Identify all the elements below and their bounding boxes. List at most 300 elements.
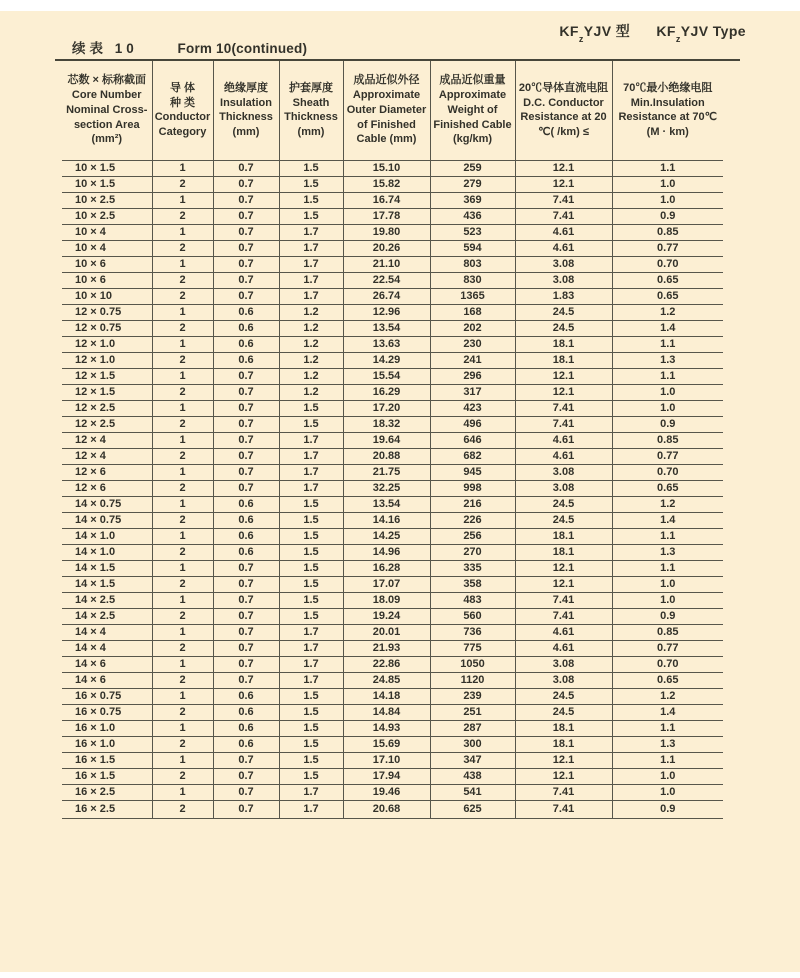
cell: 16 × 1.5 [62, 752, 152, 768]
header-line: Approximate [352, 89, 421, 102]
cell: 1.5 [279, 688, 343, 704]
cell: 12 × 4 [62, 432, 152, 448]
cell: 16 × 1.0 [62, 720, 152, 736]
table-row [62, 240, 723, 256]
table-row [62, 800, 723, 818]
cell: 2 [152, 416, 213, 432]
cable-type-cn: $KF_zYJV$ 型 [559, 23, 631, 44]
table-row [62, 720, 723, 736]
column-header [515, 61, 612, 160]
cell: 830 [430, 272, 515, 288]
cell: 3.08 [515, 656, 612, 672]
table-row [62, 384, 723, 400]
cell: 7.41 [515, 208, 612, 224]
header-line: (mm) [297, 125, 325, 138]
cell: 10 × 2.5 [62, 192, 152, 208]
cell: 0.7 [213, 480, 279, 496]
cell: 0.7 [213, 608, 279, 624]
cell: 1.2 [279, 304, 343, 320]
cell: 230 [430, 336, 515, 352]
cell: 0.6 [213, 304, 279, 320]
header-line: D.C. Conductor [523, 96, 604, 109]
cell: 12.1 [515, 576, 612, 592]
table-row [62, 352, 723, 368]
cell: 1.7 [279, 800, 343, 818]
cell: 10 × 10 [62, 288, 152, 304]
table-row [62, 784, 723, 800]
cell: 2 [152, 544, 213, 560]
table-row [62, 496, 723, 512]
header-line: section Area [73, 118, 140, 131]
cell: 1.7 [279, 480, 343, 496]
cell: 2 [152, 704, 213, 720]
cell: 287 [430, 720, 515, 736]
cell: 1.2 [279, 384, 343, 400]
cell: 1 [152, 752, 213, 768]
cell: 19.64 [343, 432, 430, 448]
table-row [62, 448, 723, 464]
cell: 0.7 [213, 672, 279, 688]
cell: 296 [430, 368, 515, 384]
table-row [62, 160, 723, 176]
cell: 775 [430, 640, 515, 656]
cell: 12.1 [515, 384, 612, 400]
cell: 16 × 0.75 [62, 688, 152, 704]
cell: 2 [152, 768, 213, 784]
cell: 12 × 6 [62, 464, 152, 480]
table-row [62, 544, 723, 560]
header-line: (M · km) [646, 125, 689, 138]
cell: 12 × 6 [62, 480, 152, 496]
cell: 2 [152, 448, 213, 464]
cell: 1.7 [279, 464, 343, 480]
cell: 0.7 [213, 432, 279, 448]
cell: 24.5 [515, 688, 612, 704]
cell: 1 [152, 432, 213, 448]
cell: 1.2 [279, 352, 343, 368]
cell: 1.5 [279, 752, 343, 768]
cell: 1.3 [612, 736, 723, 752]
cell: 0.70 [612, 256, 723, 272]
cell: 1.7 [279, 672, 343, 688]
cell: 17.94 [343, 768, 430, 784]
column-header [213, 61, 279, 160]
cell: 0.7 [213, 464, 279, 480]
cell: 2 [152, 288, 213, 304]
header-row [62, 61, 723, 160]
cell: 18.1 [515, 736, 612, 752]
cell: 18.1 [515, 720, 612, 736]
cell: 1.7 [279, 656, 343, 672]
cell: 0.7 [213, 240, 279, 256]
cell: 12.1 [515, 160, 612, 176]
header-line: Thickness [219, 111, 273, 124]
cell: 24.5 [515, 496, 612, 512]
cell: 10 × 4 [62, 240, 152, 256]
cell: 1.3 [612, 352, 723, 368]
cell: 1.5 [279, 576, 343, 592]
cable-spec-table [62, 61, 723, 819]
cell: 15.54 [343, 368, 430, 384]
table-row [62, 752, 723, 768]
cell: 1.0 [612, 192, 723, 208]
cell: 3.08 [515, 272, 612, 288]
cell: 2 [152, 608, 213, 624]
cell: 0.7 [213, 192, 279, 208]
cell: 1.0 [612, 592, 723, 608]
cell: 12.1 [515, 176, 612, 192]
cell: 1.5 [279, 176, 343, 192]
cell: 24.85 [343, 672, 430, 688]
column-header [430, 61, 515, 160]
cell: 1 [152, 688, 213, 704]
cell: 3.08 [515, 464, 612, 480]
header-line: 绝缘厚度 [224, 81, 268, 94]
cell: 998 [430, 480, 515, 496]
cell: 14.18 [343, 688, 430, 704]
header-line: ℃( /km) ≤ [538, 125, 589, 138]
cell: 14 × 2.5 [62, 592, 152, 608]
header-line: 20℃导体直流电阻 [518, 81, 609, 94]
cell: 0.7 [213, 656, 279, 672]
cell: 0.7 [213, 752, 279, 768]
cell: 1.5 [279, 208, 343, 224]
cell: 1 [152, 784, 213, 800]
cell: 1.7 [279, 432, 343, 448]
table-row [62, 640, 723, 656]
cell: 1 [152, 592, 213, 608]
cell: 1.7 [279, 224, 343, 240]
cell: 17.78 [343, 208, 430, 224]
cell: 0.85 [612, 432, 723, 448]
cell: 0.7 [213, 176, 279, 192]
header-line: Outer Diameter [346, 103, 427, 116]
column-header [612, 61, 723, 160]
cell: 1.7 [279, 448, 343, 464]
cell: 594 [430, 240, 515, 256]
table-row [62, 464, 723, 480]
table-row [62, 272, 723, 288]
table-row [62, 320, 723, 336]
cell: 20.26 [343, 240, 430, 256]
cell: 16.29 [343, 384, 430, 400]
cell: 7.41 [515, 800, 612, 818]
cell: 12 × 1.5 [62, 384, 152, 400]
cell: 1.0 [612, 400, 723, 416]
cell: 1 [152, 720, 213, 736]
cell: 0.7 [213, 624, 279, 640]
cell: 10 × 6 [62, 256, 152, 272]
cell: 438 [430, 768, 515, 784]
cable-type-en: $KF_zYJV$ Type [656, 23, 746, 44]
cell: 226 [430, 512, 515, 528]
cell: 803 [430, 256, 515, 272]
cell: 14 × 0.75 [62, 512, 152, 528]
cell: 13.63 [343, 336, 430, 352]
header-line: Nominal Cross- [66, 103, 148, 116]
header-line: Core Number [71, 89, 142, 102]
cell: 4.61 [515, 240, 612, 256]
column-header [62, 61, 152, 160]
cell: 0.7 [213, 368, 279, 384]
cable-type-heading [559, 21, 746, 42]
cell: 12 × 1.0 [62, 336, 152, 352]
cell: 14 × 1.5 [62, 576, 152, 592]
cell: 14.16 [343, 512, 430, 528]
column-header [343, 61, 430, 160]
header-line: 导 体 [169, 81, 196, 94]
cell: 0.7 [213, 768, 279, 784]
cell: 1.5 [279, 512, 343, 528]
cell: 2 [152, 240, 213, 256]
cell: 14 × 4 [62, 640, 152, 656]
table-row [62, 416, 723, 432]
header-line: (kg/km) [452, 133, 493, 146]
cell: 1 [152, 528, 213, 544]
cell: 24.5 [515, 320, 612, 336]
cell: 24.5 [515, 304, 612, 320]
table-row [62, 432, 723, 448]
cell: 14.84 [343, 704, 430, 720]
cell: 1365 [430, 288, 515, 304]
table-row [62, 288, 723, 304]
cell: 1120 [430, 672, 515, 688]
cell: 2 [152, 176, 213, 192]
cell: 1 [152, 160, 213, 176]
cell: 1.0 [612, 384, 723, 400]
cell: 1.0 [612, 576, 723, 592]
cell: 1.2 [612, 496, 723, 512]
cell: 1.1 [612, 560, 723, 576]
table-row [62, 688, 723, 704]
cell: 16 × 1.0 [62, 736, 152, 752]
cell: 1 [152, 304, 213, 320]
cell: 1.2 [279, 368, 343, 384]
document-page [0, 11, 800, 972]
cell: 0.77 [612, 640, 723, 656]
cell: 18.1 [515, 544, 612, 560]
cell: 14 × 1.0 [62, 544, 152, 560]
cell: 1 [152, 336, 213, 352]
cell: 1.5 [279, 608, 343, 624]
cell: 1.4 [612, 512, 723, 528]
cell: 14.96 [343, 544, 430, 560]
cell: 20.01 [343, 624, 430, 640]
table-row [62, 624, 723, 640]
header-line: Sheath [292, 96, 330, 109]
cell: 1 [152, 496, 213, 512]
table-row [62, 224, 723, 240]
cell: 1.0 [612, 176, 723, 192]
cell: 1.7 [279, 784, 343, 800]
cell: 1.2 [612, 304, 723, 320]
cell: 1 [152, 464, 213, 480]
cell: 0.6 [213, 528, 279, 544]
cell: 256 [430, 528, 515, 544]
cell: 3.08 [515, 256, 612, 272]
cell: 14 × 0.75 [62, 496, 152, 512]
cell: 0.6 [213, 720, 279, 736]
header-line: Resistance at 70℃ [618, 111, 718, 124]
cell: 300 [430, 736, 515, 752]
cell: 0.6 [213, 688, 279, 704]
cell: 10 × 4 [62, 224, 152, 240]
table-row [62, 480, 723, 496]
cell: 10 × 2.5 [62, 208, 152, 224]
cell: 19.80 [343, 224, 430, 240]
cell: 15.10 [343, 160, 430, 176]
cell: 1.1 [612, 720, 723, 736]
cell: 1.3 [612, 544, 723, 560]
cell: 0.7 [213, 208, 279, 224]
header-line: Weight of [447, 103, 498, 116]
cell: 0.6 [213, 336, 279, 352]
cell: 0.6 [213, 704, 279, 720]
cell: 0.7 [213, 400, 279, 416]
cell: 15.69 [343, 736, 430, 752]
cell: 7.41 [515, 416, 612, 432]
table-row [62, 256, 723, 272]
cell: 270 [430, 544, 515, 560]
cell: 10 × 6 [62, 272, 152, 288]
cell: 1.5 [279, 496, 343, 512]
cell: 1.7 [279, 624, 343, 640]
header-line: Cable (mm) [356, 133, 417, 146]
cell: 1.5 [279, 704, 343, 720]
cell: 1.0 [612, 768, 723, 784]
cell: 7.41 [515, 592, 612, 608]
header-line: 成品近似外径 [353, 74, 420, 87]
cell: 18.1 [515, 336, 612, 352]
cell: 2 [152, 736, 213, 752]
cell: 19.46 [343, 784, 430, 800]
table-row [62, 736, 723, 752]
cell: 1 [152, 560, 213, 576]
cell: 14 × 4 [62, 624, 152, 640]
cell: 0.7 [213, 384, 279, 400]
cell: 945 [430, 464, 515, 480]
table-row [62, 528, 723, 544]
column-header [279, 61, 343, 160]
cell: 2 [152, 320, 213, 336]
cell: 12.96 [343, 304, 430, 320]
column-header [152, 61, 213, 160]
cell: 1050 [430, 656, 515, 672]
cell: 239 [430, 688, 515, 704]
cell: 682 [430, 448, 515, 464]
cell: 2 [152, 512, 213, 528]
cell: 18.09 [343, 592, 430, 608]
cell: 0.7 [213, 592, 279, 608]
cell: 12 × 4 [62, 448, 152, 464]
cell: 12 × 2.5 [62, 400, 152, 416]
cell: 21.75 [343, 464, 430, 480]
table-row [62, 592, 723, 608]
cell: 1.5 [279, 592, 343, 608]
cell: 18.32 [343, 416, 430, 432]
cell: 1.7 [279, 240, 343, 256]
cell: 12 × 1.0 [62, 352, 152, 368]
cell: 335 [430, 560, 515, 576]
cell: 7.41 [515, 400, 612, 416]
cell: 202 [430, 320, 515, 336]
cell: 0.85 [612, 624, 723, 640]
cell: 7.41 [515, 784, 612, 800]
cell: 16 × 0.75 [62, 704, 152, 720]
cell: 0.77 [612, 448, 723, 464]
cell: 12.1 [515, 752, 612, 768]
cell: 1 [152, 224, 213, 240]
cell: 16.28 [343, 560, 430, 576]
table-row [62, 768, 723, 784]
cell: 18.1 [515, 528, 612, 544]
cell: 14.93 [343, 720, 430, 736]
cell: 1 [152, 192, 213, 208]
cell: 12.1 [515, 368, 612, 384]
cell: 1.1 [612, 160, 723, 176]
cell: 20.88 [343, 448, 430, 464]
cell: 1.2 [279, 320, 343, 336]
table-row [62, 208, 723, 224]
cell: 216 [430, 496, 515, 512]
header-line: Conductor [154, 111, 211, 124]
cell: 2 [152, 352, 213, 368]
cell: 1 [152, 656, 213, 672]
cell: 0.6 [213, 496, 279, 512]
cell: 0.70 [612, 656, 723, 672]
cell: 0.9 [612, 608, 723, 624]
cell: 646 [430, 432, 515, 448]
header-line: Min.Insulation [630, 96, 705, 109]
cell: 0.70 [612, 464, 723, 480]
header-line: 护套厚度 [289, 81, 333, 94]
cell: 541 [430, 784, 515, 800]
table-row [62, 656, 723, 672]
cell: 2 [152, 672, 213, 688]
table-row [62, 672, 723, 688]
cell: 14 × 1.5 [62, 560, 152, 576]
cell: 1.1 [612, 752, 723, 768]
header-line: Category [158, 125, 207, 138]
cell: 24.5 [515, 704, 612, 720]
cell: 22.54 [343, 272, 430, 288]
cell: 317 [430, 384, 515, 400]
cell: 0.7 [213, 800, 279, 818]
header-line: Resistance at 20 [520, 111, 607, 124]
cell: 2 [152, 272, 213, 288]
header-line: Approximate [438, 89, 507, 102]
cell: 0.7 [213, 256, 279, 272]
cell: 16.74 [343, 192, 430, 208]
cell: 0.7 [213, 416, 279, 432]
header-line: of Finished [357, 118, 416, 131]
cell: 625 [430, 800, 515, 818]
cell: 10 × 1.5 [62, 160, 152, 176]
cell: 1.5 [279, 720, 343, 736]
cell: 16 × 1.5 [62, 768, 152, 784]
cell: 436 [430, 208, 515, 224]
table-row [62, 608, 723, 624]
cell: 12 × 2.5 [62, 416, 152, 432]
cell: 1.2 [612, 688, 723, 704]
cell: 1.5 [279, 192, 343, 208]
cell: 20.68 [343, 800, 430, 818]
cell: 0.6 [213, 512, 279, 528]
cell: 0.7 [213, 224, 279, 240]
cell: 1 [152, 624, 213, 640]
cell: 1.5 [279, 736, 343, 752]
cell: 1.1 [612, 368, 723, 384]
